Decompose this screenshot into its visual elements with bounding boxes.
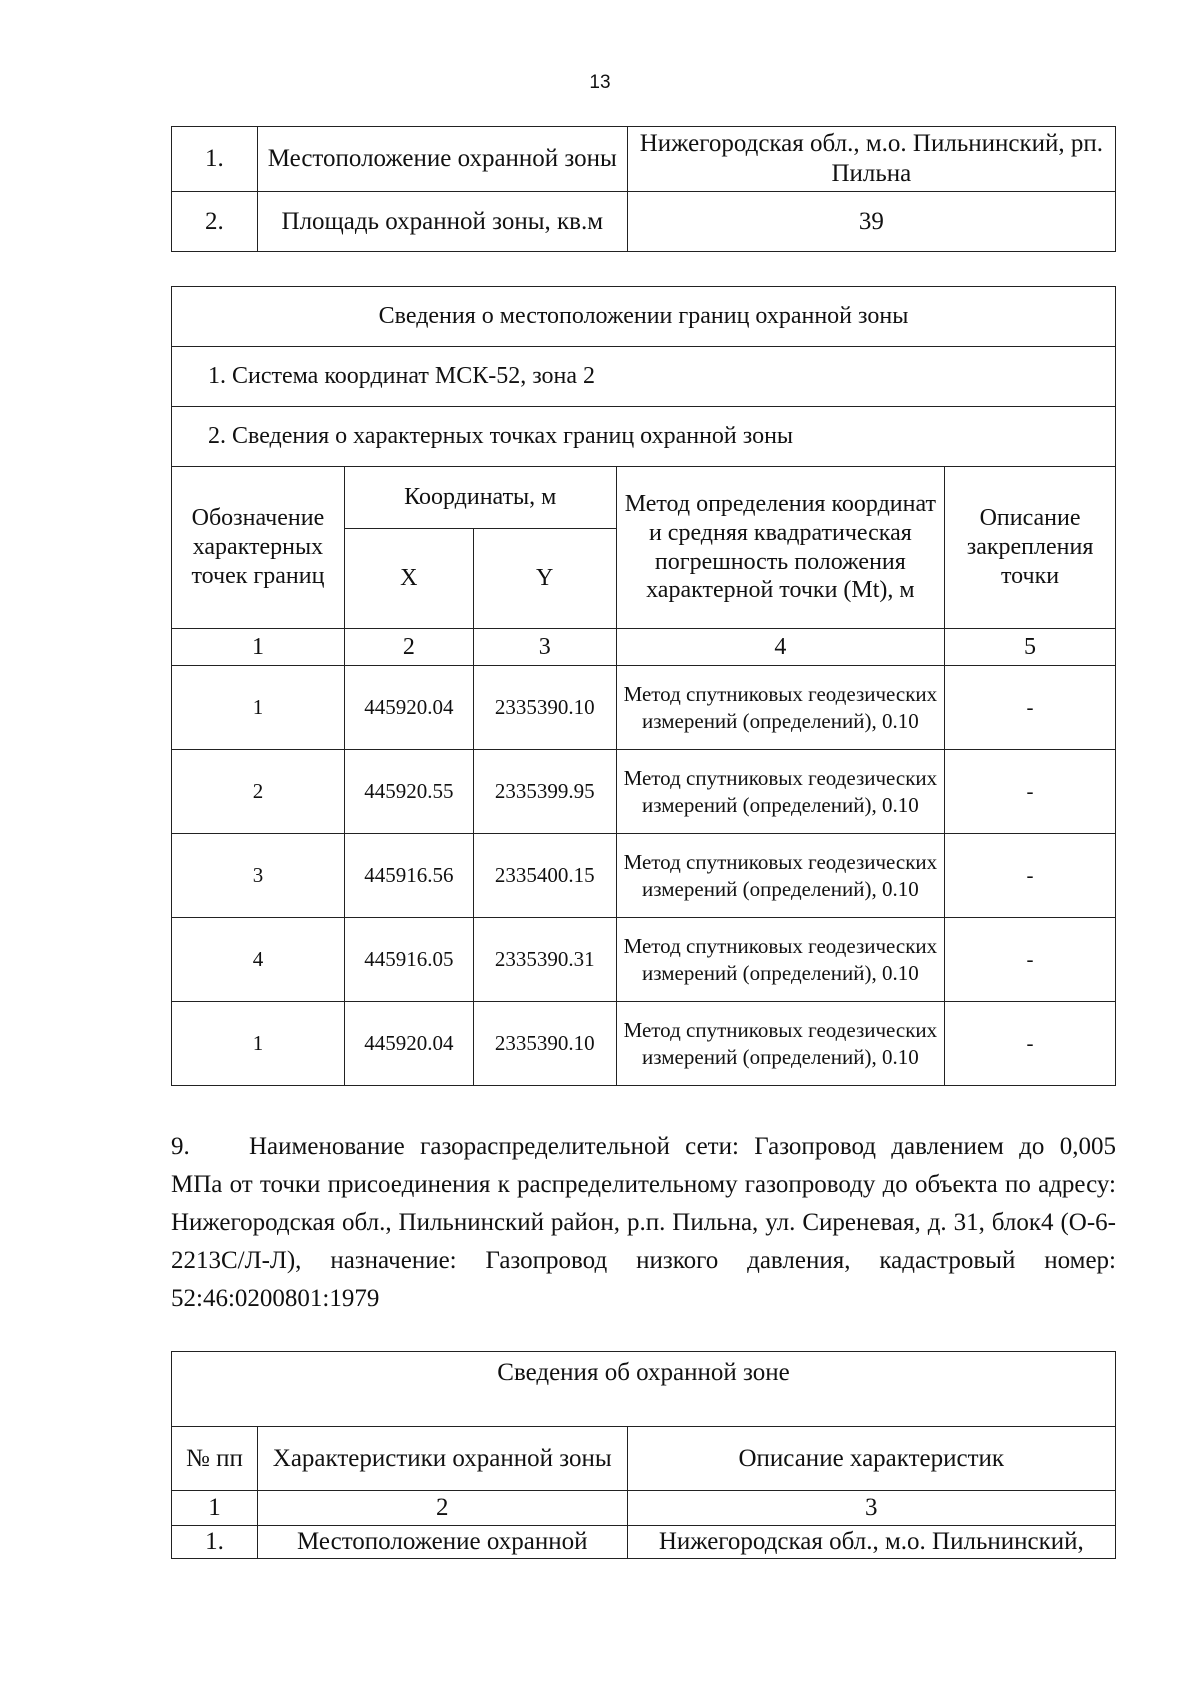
table-row (172, 750, 1116, 834)
point-id: 4 (172, 918, 345, 1002)
y-value: 2335390.31 (473, 918, 616, 1002)
method-value: Метод спутниковых геодезических измерений (определений), 0.10 (616, 834, 944, 918)
y-value: 2335390.10 (473, 666, 616, 750)
boundary-coordinates-table (171, 286, 1116, 1086)
section-paragraph (171, 1128, 1116, 1318)
y-value: 2335400.15 (473, 834, 616, 918)
point-id: 3 (172, 834, 345, 918)
point-id: 1 (172, 666, 345, 750)
row-label: Местоположение охранной зоны (257, 127, 627, 192)
x-value: 445916.56 (344, 834, 473, 918)
desc-value: - (945, 750, 1116, 834)
table-row (172, 918, 1116, 1002)
zone-info-table (171, 1351, 1116, 1559)
method-value: Метод спутниковых геодезических измерений (определений), 0.10 (616, 1002, 944, 1086)
table-row (172, 127, 1116, 192)
method-value: Метод спутниковых геодезических измерений (определений), 0.10 (616, 666, 944, 750)
table-title: Сведения о местоположении границ охранной зоны (172, 287, 1116, 347)
column-number: 2 (257, 1491, 627, 1526)
description-header: Описание характеристик (627, 1427, 1115, 1491)
num-header: № пп (172, 1427, 258, 1491)
desc-value: - (945, 1002, 1116, 1086)
point-id: 1 (172, 1002, 345, 1086)
description-header: Описание закрепления точки (945, 467, 1116, 629)
characteristics-header: Характеристики охранной зоны (257, 1427, 627, 1491)
column-number: 2 (344, 629, 473, 666)
desc-value: - (945, 918, 1116, 1002)
y-header: Y (473, 529, 616, 629)
table-row (172, 1526, 1116, 1559)
coordinate-system: 1. Система координат МСК-52, зона 2 (172, 347, 1116, 407)
table-row (172, 666, 1116, 750)
method-header: Метод определения координат и средняя квадратическая погрешность положения характерной точки (Mt), м (616, 467, 944, 629)
column-number: 1 (172, 1491, 258, 1526)
row-number: 1. (172, 1526, 258, 1559)
table-title: Сведения об охранной зоне (172, 1352, 1116, 1427)
points-heading: 2. Сведения о характерных точках границ охранной зоны (172, 407, 1116, 467)
column-number: 5 (945, 629, 1116, 666)
row-label: Местоположение охранной (257, 1526, 627, 1559)
y-value: 2335399.95 (473, 750, 616, 834)
row-value: Нижегородская обл., м.о. Пильнинский, рп. Пильна (627, 127, 1115, 192)
row-value: 39 (627, 192, 1115, 252)
x-value: 445916.05 (344, 918, 473, 1002)
column-numbers-row (172, 1491, 1116, 1526)
column-number: 1 (172, 629, 345, 666)
column-numbers-row (172, 629, 1116, 666)
designation-header: Обозначение характерных точек границ (172, 467, 345, 629)
table-row (172, 192, 1116, 252)
section-text: Наименование газораспределительной сети: Газопровод давлением до 0,005 МПа от точки присоединения к распределительному газопроводу до объекта по адресу: Нижегородская обл., Пильнинский район, р.п. Пильна, ул. Сиреневая, д. 31, блок4 (О-6-2213С/Л-Л), назначение: Газопровод низкого давления, кадастровый номер: 52:46:0200801:1979 (171, 1133, 1116, 1312)
point-id: 2 (172, 750, 345, 834)
method-value: Метод спутниковых геодезических измерений (определений), 0.10 (616, 750, 944, 834)
method-value: Метод спутниковых геодезических измерений (определений), 0.10 (616, 918, 944, 1002)
row-label: Площадь охранной зоны, кв.м (257, 192, 627, 252)
x-value: 445920.55 (344, 750, 473, 834)
column-number: 3 (473, 629, 616, 666)
y-value: 2335390.10 (473, 1002, 616, 1086)
zone-summary-table (171, 126, 1116, 252)
row-value: Нижегородская обл., м.о. Пильнинский, (627, 1526, 1115, 1559)
x-header: X (344, 529, 473, 629)
coords-header: Координаты, м (344, 467, 616, 529)
desc-value: - (945, 834, 1116, 918)
x-value: 445920.04 (344, 666, 473, 750)
page-number: 13 (589, 72, 611, 93)
desc-value: - (945, 666, 1116, 750)
table-row (172, 834, 1116, 918)
row-number: 1. (172, 127, 258, 192)
x-value: 445920.04 (344, 1002, 473, 1086)
table-row (172, 1002, 1116, 1086)
section-number: 9. (171, 1133, 190, 1160)
column-number: 4 (616, 629, 944, 666)
row-number: 2. (172, 192, 258, 252)
column-number: 3 (627, 1491, 1115, 1526)
